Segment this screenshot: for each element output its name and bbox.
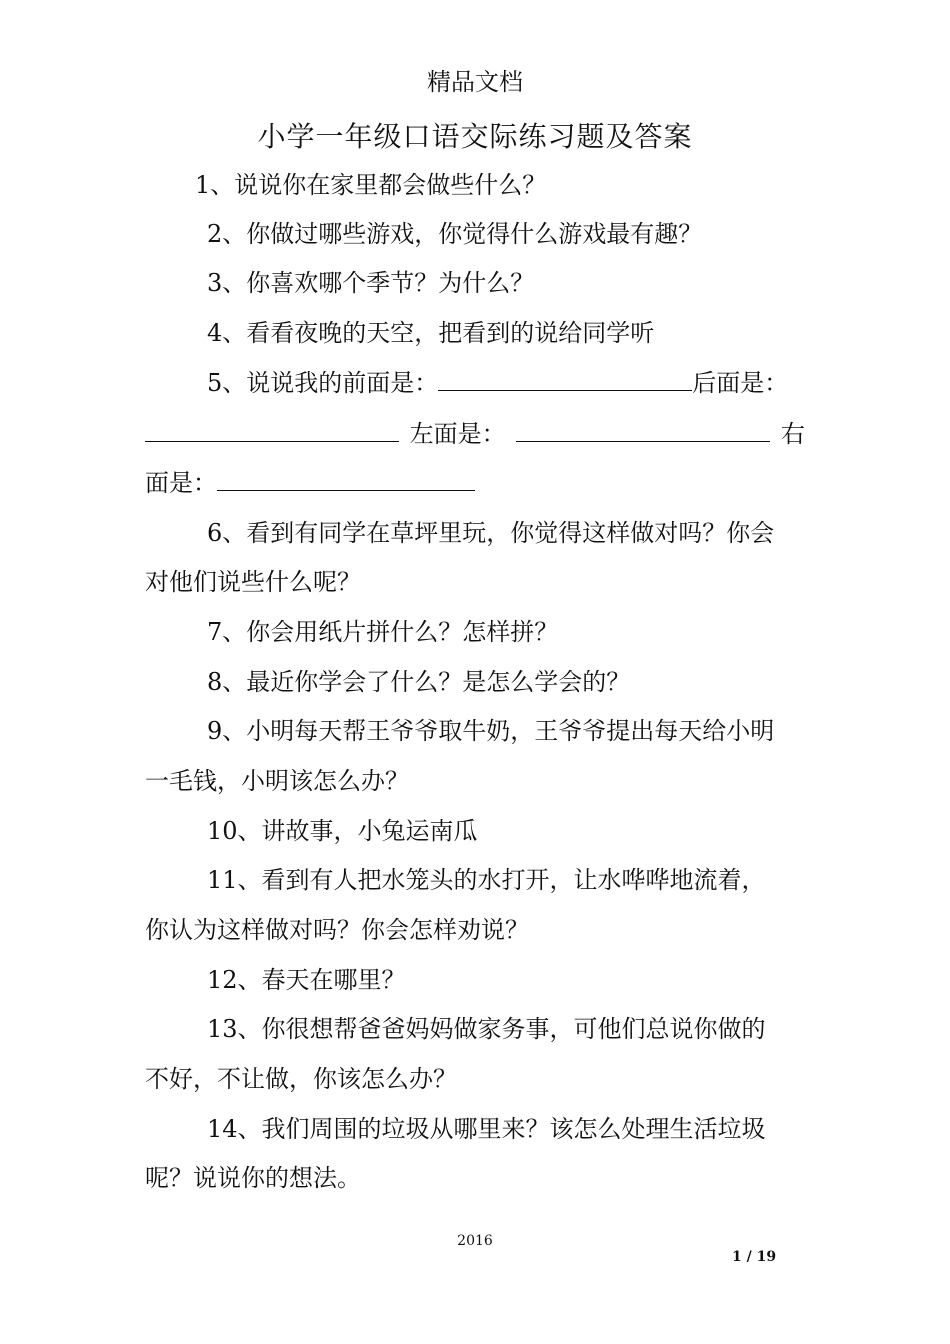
question-12: 12、春天在哪里？ (207, 966, 406, 994)
question-7: 7、你会用纸片拼什么？怎样拼？ (207, 618, 559, 646)
q5-back-label: 后面是： (692, 369, 789, 397)
q5-back-blank (145, 419, 399, 442)
question-5-line-3 (145, 458, 805, 508)
question-9-line-1: 9、小明每天帮王爷爷取牛奶，王爷爷提出每天给小明 (207, 717, 775, 745)
question-4: 4、看看夜晚的天空，把看到的说给同学听 (207, 319, 655, 347)
question-2: 2、你做过哪些游戏，你觉得什么游戏最有趣？ (207, 220, 703, 248)
q5-front-blank (438, 368, 692, 391)
question-8: 8、最近你学会了什么？是怎么学会的？ (207, 668, 631, 696)
question-10: 10、讲故事，小兔运南瓜 (207, 817, 478, 845)
question-3: 3、你喜欢哪个季节？为什么？ (207, 269, 535, 297)
question-5-line-2 (145, 409, 805, 459)
page-footer: 2016 (457, 1233, 493, 1249)
question-11-line-1: 11、看到有人把水笼头的水打开，让水哗哗地流着， (207, 866, 766, 894)
question-11-line-2: 你认为这样做对吗？你会怎样劝说？ (145, 916, 529, 944)
document-title: 小学一年级口语交际练习题及答案 (257, 120, 693, 153)
q5-front-label: 5、说说我的前面是： (207, 369, 439, 397)
question-14-line-2: 呢？说说你的想法。 (145, 1164, 361, 1192)
q5-right-blank (217, 468, 475, 491)
question-13-line-1: 13、你很想帮爸爸妈妈做家务事，可他们总说你做的 (207, 1015, 766, 1043)
q5-right-label-end: 面是： (145, 469, 217, 497)
question-6-line-1: 6、看到有同学在草坪里玩，你觉得这样做对吗？你会 (207, 519, 775, 547)
question-13-line-2: 不好，不让做，你该怎么办？ (145, 1065, 457, 1093)
question-6-line-2: 对他们说些什么呢？ (145, 568, 361, 596)
q5-left-label: 左面是： (409, 420, 506, 448)
page-header: 精品文档 (427, 68, 523, 96)
page-number: 1 / 19 (732, 1249, 777, 1265)
question-5-line-1 (145, 358, 867, 408)
question-9-line-2: 一毛钱，小明该怎么办？ (145, 767, 409, 795)
question-14-line-1: 14、我们周围的垃圾从哪里来？该怎么处理生活垃圾 (207, 1115, 766, 1143)
question-1: 1、说说你在家里都会做些什么？ (195, 171, 547, 199)
q5-left-blank (516, 419, 770, 442)
q5-right-label-start: 右 (780, 420, 805, 448)
